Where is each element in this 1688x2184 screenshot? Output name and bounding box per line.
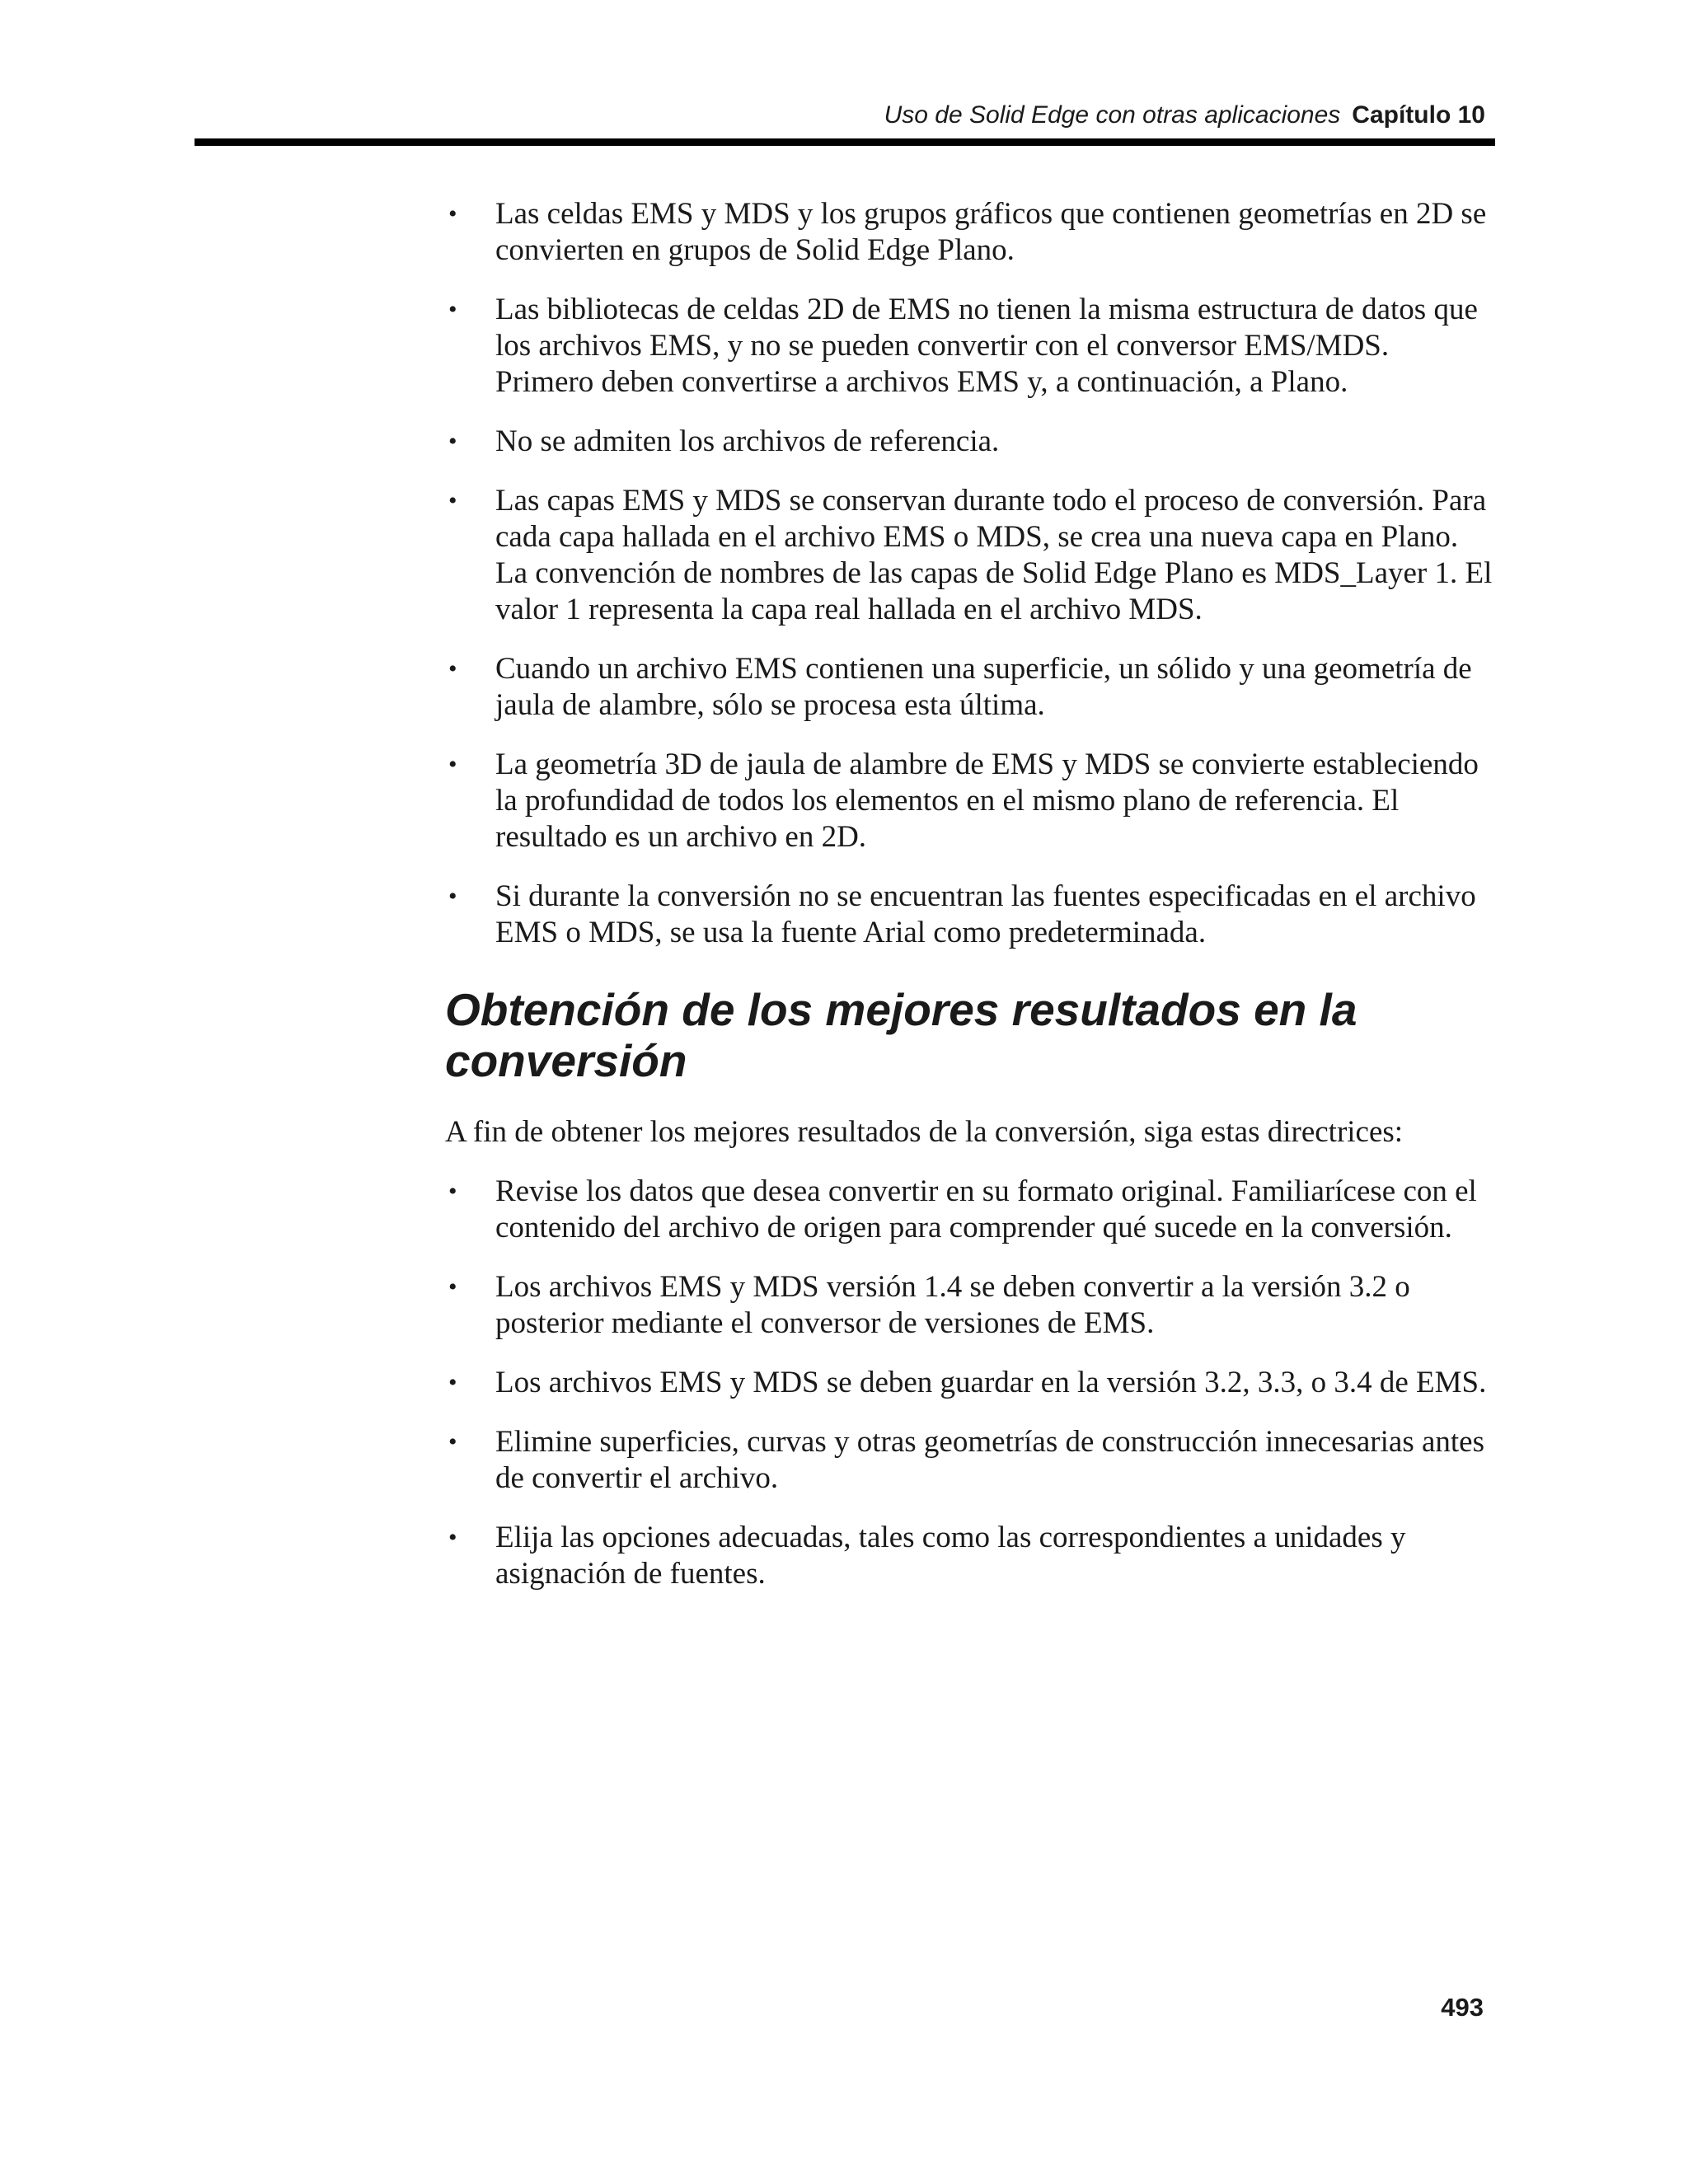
top-bullet-list — [445, 196, 1493, 951]
list-item-text: Las bibliotecas de celdas 2D de EMS no tienen la misma estructura de datos que los archivos EMS, y no se pueden convertir con el conversor EMS/MDS. Primero deben convertirse a archivos EMS y, a continuación, a Plano. — [495, 293, 1478, 399]
list-item — [445, 651, 1493, 724]
bullet-icon: • — [448, 296, 457, 323]
list-item-text: Elija las opciones adecuadas, tales como las correspondientes a unidades y asignación de fuentes. — [495, 1521, 1406, 1591]
bullet-icon: • — [448, 487, 457, 514]
list-item-text: Los archivos EMS y MDS se deben guardar en la versión 3.2, 3.3, o 3.4 de EMS. — [495, 1366, 1487, 1399]
list-item — [445, 1365, 1493, 1401]
page-body — [445, 196, 1493, 1615]
running-title: Uso de Solid Edge con otras aplicaciones — [884, 101, 1341, 129]
list-item — [445, 747, 1493, 855]
list-item — [445, 196, 1493, 269]
list-item-text: Si durante la conversión no se encuentran las fuentes especificadas en el archivo EMS o MDS, se usa la fuente Arial como predeterminada. — [495, 879, 1476, 949]
bullet-icon: • — [448, 1369, 457, 1396]
list-item — [445, 1520, 1493, 1592]
bullet-icon: • — [448, 751, 457, 778]
bullet-icon: • — [448, 428, 457, 455]
bullet-icon: • — [448, 1428, 457, 1455]
bullet-icon: • — [448, 883, 457, 910]
bullet-icon: • — [448, 1524, 457, 1551]
list-item — [445, 1174, 1493, 1246]
list-item — [445, 1269, 1493, 1342]
list-item-text: Los archivos EMS y MDS versión 1.4 se deben convertir a la versión 3.2 o posterior mediante el conversor de versiones de EMS. — [495, 1270, 1410, 1340]
bullet-icon: • — [448, 655, 457, 682]
list-item — [445, 292, 1493, 401]
list-item-text: Cuando un archivo EMS contienen una superficie, un sólido y una geometría de jaula de alambre, sólo se procesa esta última. — [495, 652, 1472, 722]
list-item-text: La geometría 3D de jaula de alambre de EMS y MDS se convierte estableciendo la profundidad de todos los elementos en el mismo plano de referencia. El resultado es un archivo en 2D. — [495, 748, 1479, 854]
list-item — [445, 879, 1493, 951]
bullet-icon: • — [448, 1273, 457, 1301]
header-rule — [195, 138, 1495, 146]
page-number: 493 — [1441, 1993, 1484, 2022]
list-item — [445, 483, 1493, 628]
list-item-text: Las capas EMS y MDS se conservan durante todo el proceso de conversión. Para cada capa hallada en el archivo EMS o MDS, se crea una nueva capa en Plano. La convención de nombres de las capas de Solid Edge Plano es MDS_Layer 1. El valor 1 representa la capa real hallada en el archivo MDS. — [495, 484, 1493, 626]
bullet-icon: • — [448, 200, 457, 227]
list-item-text: No se admiten los archivos de referencia. — [495, 424, 1000, 458]
bullet-icon: • — [448, 1178, 457, 1205]
list-item — [445, 1424, 1493, 1497]
section-heading: Obtención de los mejores resultados en la conversión — [445, 984, 1357, 1086]
list-item-text: Elimine superficies, curvas y otras geometrías de construcción innecesarias antes de convertir el archivo. — [495, 1425, 1485, 1495]
list-item-text: Las celdas EMS y MDS y los grupos gráficos que contienen geometrías en 2D se convierten en grupos de Solid Edge Plano. — [495, 197, 1487, 267]
chapter-label: Capítulo 10 — [1352, 101, 1485, 129]
list-item — [445, 424, 1493, 460]
section-intro: A fin de obtener los mejores resultados de la conversión, siga estas directrices: — [445, 1115, 1404, 1149]
page-header — [195, 92, 1495, 138]
guidelines-bullet-list — [445, 1174, 1493, 1592]
list-item-text: Revise los datos que desea convertir en su formato original. Familiarícese con el contenido del archivo de origen para comprender qué sucede en la conversión. — [495, 1174, 1477, 1244]
